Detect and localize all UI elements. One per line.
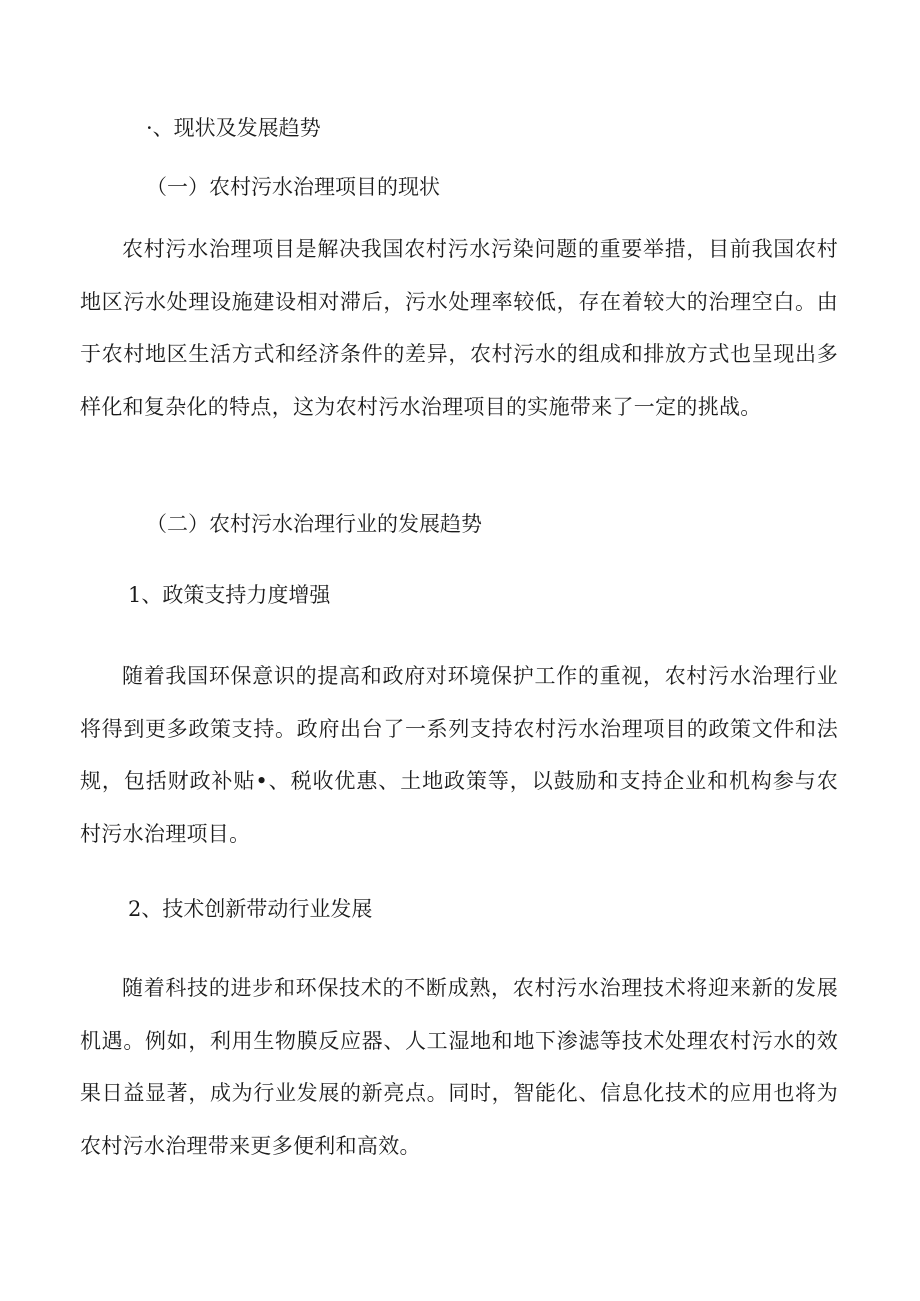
point-2-paragraph: 随着科技的进步和环保技术的不断成熟，农村污水治理技术将迎来新的发展机遇。例如，利用生物膜反应器、人工湿地和地下渗滤等技术处理农村污水的效果日益显著，成为行业发展的新亮点。同时，智能化、信息化技术的应用也将为农村污水治理带来更多便利和高效。 (80, 976, 838, 1158)
subsection-1-title: （一）农村污水治理项目的现状 (146, 175, 440, 199)
point-2-title: 2、技术创新带动行业发展 (128, 897, 373, 921)
point-1-title: 1、政策支持力度增强 (128, 583, 331, 607)
subsection-1-paragraph: 农村污水治理项目是解决我国农村污水污染问题的重要举措，目前我国农村地区污水处理设施建设相对滞后，污水处理率较低，存在着较大的治理空白。由于农村地区生活方式和经济条件的差异，农村污水的组成和排放方式也呈现出多样化和复杂化的特点，这为农村污水治理项目的实施带来了一定的挑战。 (80, 237, 838, 419)
subsection-2-title: （二）农村污水治理行业的发展趋势 (146, 512, 482, 536)
point-1-paragraph: 随着我国环保意识的提高和政府对环境保护工作的重视，农村污水治理行业将得到更多政策支持。政府出台了一系列支持农村污水治理项目的政策文件和法规，包括财政补贴•、税收优惠、土地政策等，以鼓励和支持企业和机构参与农村污水治理项目。 (80, 664, 838, 846)
section-heading: ·、现状及发展趋势 (146, 116, 321, 140)
